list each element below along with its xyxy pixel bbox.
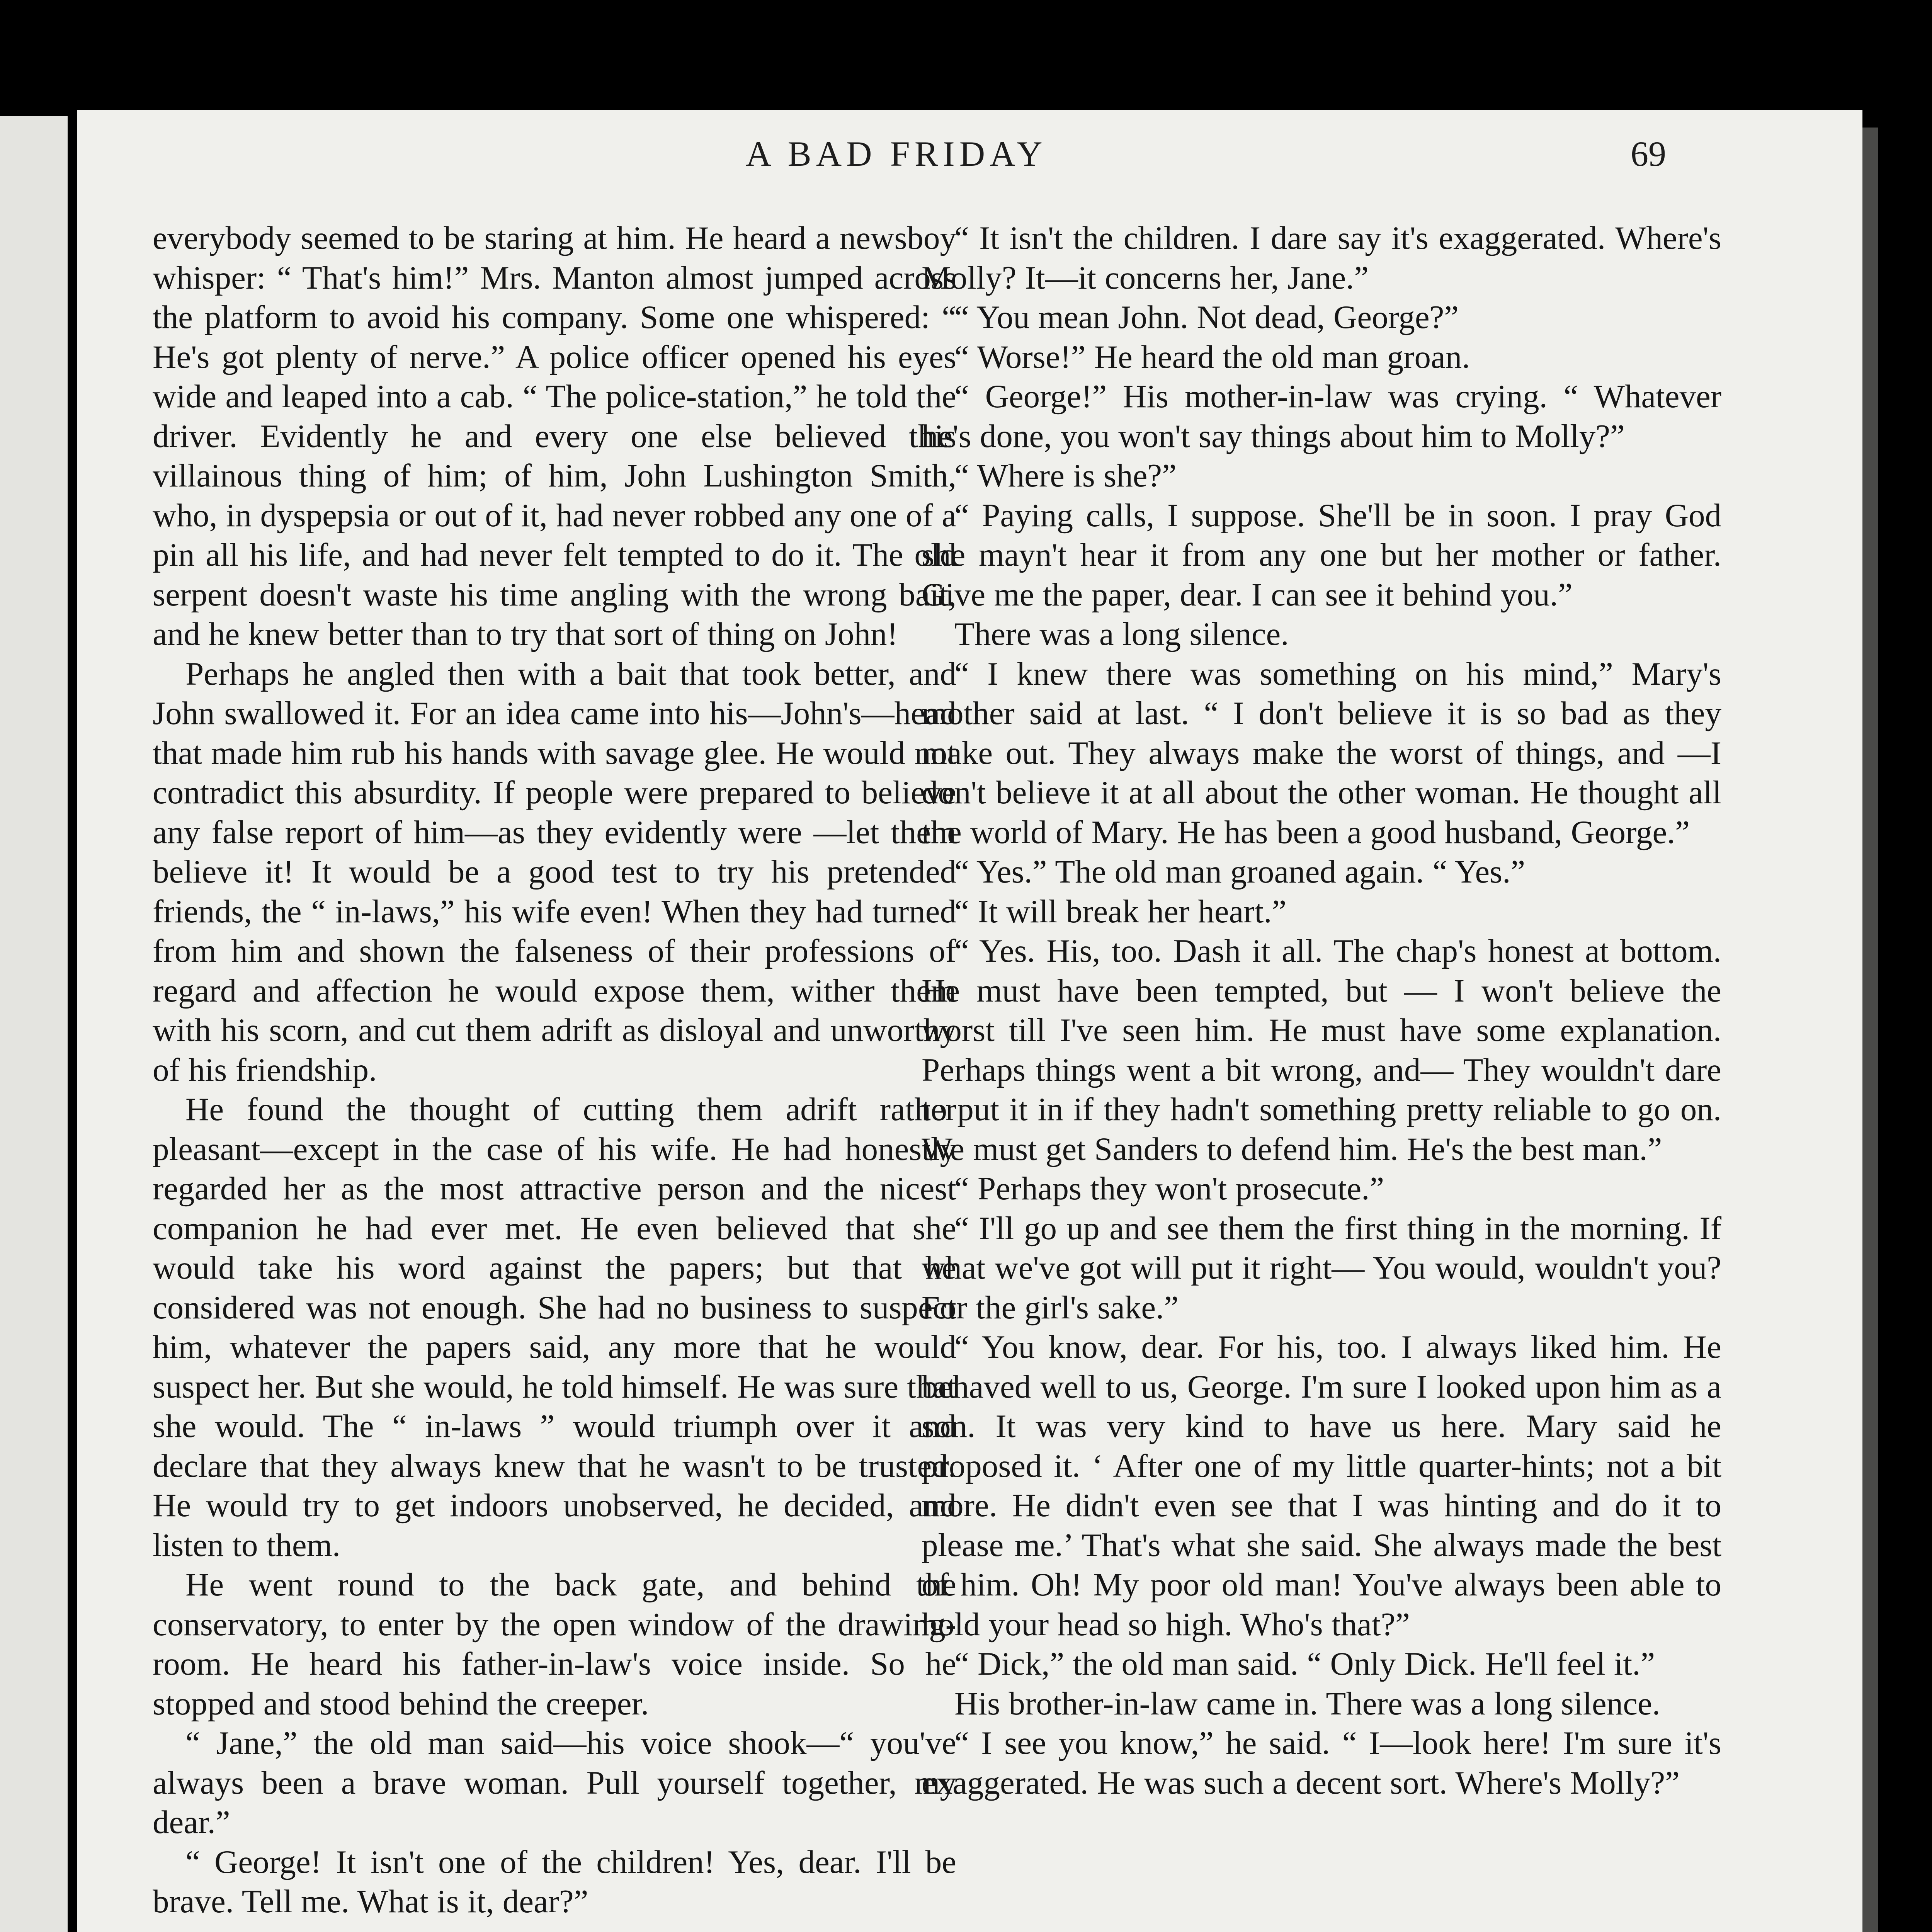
paragraph: “ You know, dear. For his, too. I always liked him. He behaved well to us, George. I'm sure I looked upon him as a son. It was very kind to have us here. Mary said he proposed it. ‘ After one of my little quarter-hints; not a bit more. He didn't even see that I was hinting and do it to please me.’ That's what she said. She always made the best of him. Oh! My poor old man! You've always been able to hold your head so high. Who's that?” [922,1329,1721,1643]
paragraph: “ I see you know,” he said. “ I—look here! I'm sure it's exaggerated. He was such a decent sort. Where's Molly?” [922,1725,1721,1801]
paragraph: “ It isn't the children. I dare say it's exaggerated. Where's Molly? It—it concerns her, Jane.” [922,220,1721,296]
paragraph: “ George! It isn't one of the children! Yes, dear. I'll be brave. Tell me. What is it, dear?” [153,1844,956,1920]
paragraph: everybody seemed to be staring at him. He heard a newsboy whisper: “ That's him!” Mrs. Manton almost jumped across the platform to avoid his company. Some one whispered: “ He's got plenty of nerve.” A police officer opened his eyes wide and leaped into a cab. “ The police-station,” he told the driver. Evidently he and every one else believed this villainous thing of him; of him, John Lushington Smith, who, in dyspepsia or out of it, had never robbed any one of a pin all his life, and had never felt tempted to do it. The old serpent doesn't waste his time angling with the wrong bait, and he knew better than to try that sort of thing on John! [153,220,956,652]
previous-page-edge [0,116,68,1932]
left-text-column [153,218,956,1922]
paragraph: There was a long silence. [954,616,1289,652]
paragraph: “ Yes. His, too. Dash it all. The chap's honest at bottom. He must have been tempted, but — I won't believe the worst till I've seen him. He must have some explanation. Perhaps things went a bit wrong, and— They wouldn't dare to put it in if they hadn't something pretty reliable to go on. We must get Sanders to defend him. He's the best man.” [922,933,1721,1167]
paragraph: “ Jane,” the old man said—his voice shook—“ you've always been a brave woman. Pull yourself together, my dear.” [153,1725,956,1840]
page-binding-edge [1862,128,1878,1932]
paragraph: “ Perhaps they won't prosecute.” [954,1170,1384,1207]
paragraph: His brother-in-law came in. There was a long silence. [954,1685,1660,1722]
paragraph: “ I'll go up and see them the first thing in the morning. If what we've got will put it right— You would, wouldn't you? For the girl's sake.” [922,1210,1721,1326]
paragraph: “ Dick,” the old man said. “ Only Dick. He'll feel it.” [954,1646,1655,1682]
paragraph: “ Worse!” He heard the old man groan. [954,338,1470,375]
paragraph: “ You mean John. Not dead, George?” [954,299,1459,335]
paragraph: “ George!” His mother-in-law was crying. “ Whatever he's done, you won't say things about him to Molly?” [922,378,1721,454]
paragraph: “ Yes.” The old man groaned again. “ Yes.” [954,854,1526,890]
paragraph: Perhaps he angled then with a bait that took better, and John swallowed it. For an idea came into his—John's—head that made him rub his hands with savage glee. He would not contradict this absurdity. If people were prepared to believe any false report of him—as they evidently were —let them believe it! It would be a good test to try his pretended friends, the “ in-laws,” his wife even! When they had turned from him and shown the falseness of their professions of regard and affection he would expose them, wither them with his scorn, and cut them adrift as disloyal and unworthy of his friendship. [153,655,956,1088]
paragraph: “ Paying calls, I suppose. She'll be in soon. I pray God she mayn't hear it from any one but her mother or father. Give me the paper, dear. I can see it behind you.” [922,497,1721,613]
page-header [0,133,1932,195]
paragraph: “ Where is she?” [954,457,1177,494]
right-text-column [922,218,1721,1803]
paragraph: “ I knew there was something on his mind,” Mary's mother said at last. “ I don't believe it is so bad as they make out. They always make the worst of things, and —I don't believe it at all about the other woman. He thought all the world of Mary. He has been a good husband, George.” [922,655,1721,850]
page-number: 69 [1631,134,1666,173]
paragraph: He found the thought of cutting them adrift rather pleasant—except in the case of his wife. He had honestly regarded her as the most attractive person and the nicest companion he had ever met. He even believed that she would take his word against the papers; but that he considered was not enough. She had no business to suspect him, whatever the papers said, any more that he would suspect her. But she would, he told himself. He was sure that she would. The “ in-laws ” would triumph over it and declare that they always knew that he wasn't to be trusted. He would try to get indoors unobserved, he decided, and listen to them. [153,1091,956,1563]
paragraph: “ It will break her heart.” [954,893,1287,930]
running-title: A BAD FRIDAY [746,134,1047,173]
paragraph: He went round to the back gate, and behind the conservatory, to enter by the open window of the drawing-room. He heard his father-in-law's voice inside. So he stopped and stood behind the creeper. [153,1566,956,1722]
